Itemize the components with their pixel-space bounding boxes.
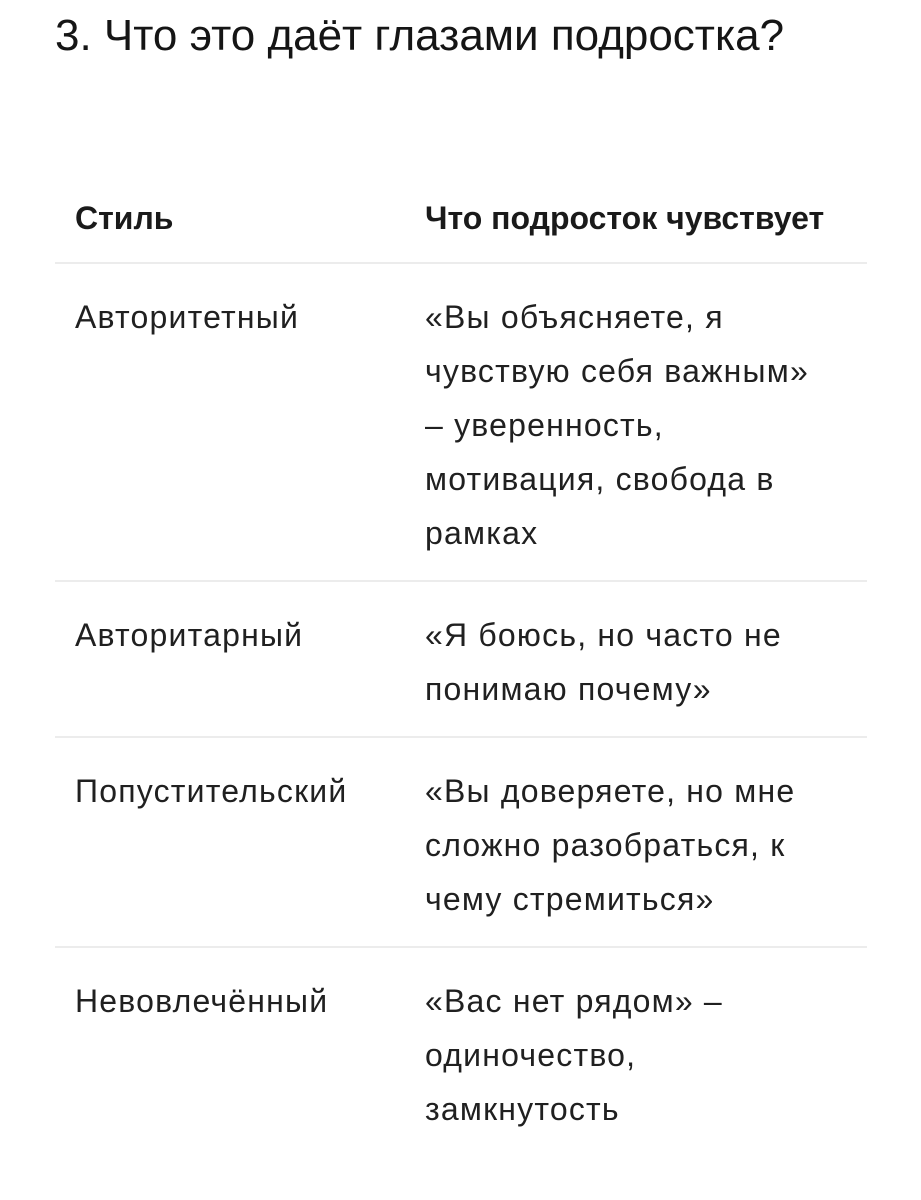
parenting-styles-table-container	[55, 190, 867, 1176]
table-header	[55, 190, 867, 263]
table-row	[55, 737, 867, 947]
style-cell: Попустительский	[55, 737, 405, 947]
feeling-cell: «Я боюсь, но часто не понимаю почему»	[405, 581, 867, 737]
feeling-cell: «Вы доверяете, но мне сложно разобраться, к чему стремиться»	[405, 737, 867, 947]
column-header-style: Стиль	[75, 200, 174, 236]
table-header-row	[55, 190, 867, 263]
style-cell: Невовлечённый	[55, 947, 405, 1176]
table-row	[55, 947, 867, 1176]
style-cell: Авторитетный	[55, 263, 405, 581]
parenting-styles-table	[55, 190, 867, 1176]
table-row	[55, 581, 867, 737]
column-header-feeling: Что подросток чувствует	[425, 200, 825, 236]
style-cell: Авторитарный	[55, 581, 405, 737]
page-title: 3. Что это даёт глазами подростка?	[55, 11, 785, 60]
feeling-cell: «Вас нет рядом» – одиночество, замкнутость	[405, 947, 867, 1176]
feeling-cell: «Вы объясняете, я чувствую себя важным» – уверенность, мотивация, свобода в рамках	[405, 263, 867, 581]
table-row	[55, 263, 867, 581]
table-body	[55, 263, 867, 1176]
